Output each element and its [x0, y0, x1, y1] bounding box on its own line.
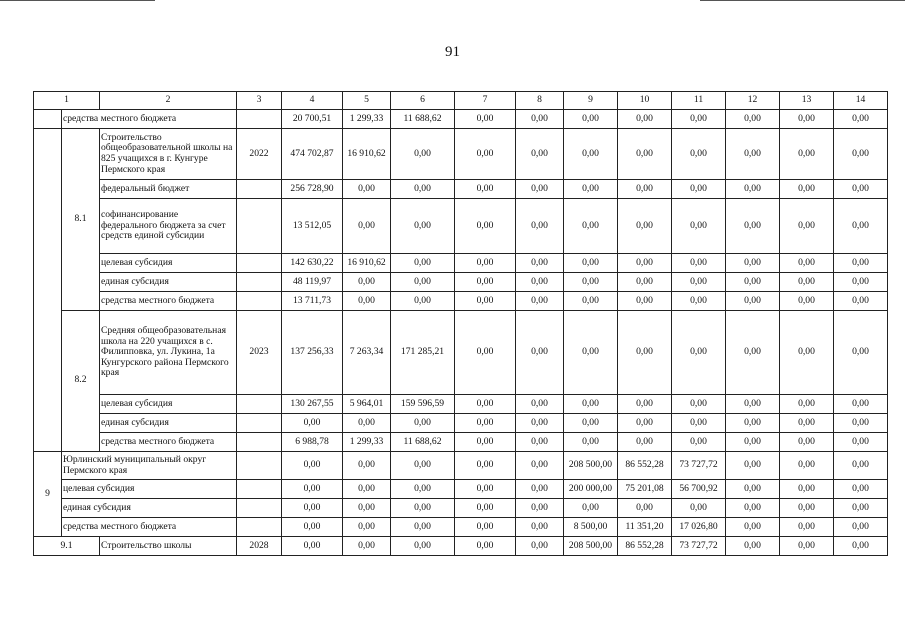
section-left-cell [34, 110, 62, 129]
value-cell: 0,00 [780, 433, 834, 452]
year-cell: 2023 [237, 311, 282, 395]
value-cell: 0,00 [516, 254, 564, 273]
row-name: средства местного бюджета [100, 292, 237, 311]
value-cell: 0,00 [780, 537, 834, 556]
value-cell: 0,00 [391, 180, 455, 199]
year-cell [237, 480, 282, 499]
header-cell: 9 [564, 92, 618, 110]
value-cell: 0,00 [618, 311, 672, 395]
header-cell: 7 [455, 92, 516, 110]
top-edge-line [700, 0, 905, 1]
value-cell: 11 688,62 [391, 433, 455, 452]
header-cell: 3 [237, 92, 282, 110]
value-cell: 0,00 [672, 129, 726, 180]
value-cell: 0,00 [391, 254, 455, 273]
value-cell: 0,00 [618, 414, 672, 433]
year-cell [237, 395, 282, 414]
value-cell: 0,00 [455, 414, 516, 433]
value-cell: 0,00 [618, 273, 672, 292]
row-name: Средняя общеобразовательная школа на 220 учащихся в с. Филипповка, ул. Лукина, 1а Кунгурского района Пермского края [100, 311, 237, 395]
value-cell: 0,00 [672, 499, 726, 518]
value-cell: 0,00 [834, 129, 888, 180]
header-cell: 11 [672, 92, 726, 110]
year-cell [237, 199, 282, 254]
row-name: Строительство общеобразовательной школы на 825 учащихся в г. Кунгуре Пермского края [100, 129, 237, 180]
year-cell [237, 110, 282, 129]
value-cell: 0,00 [618, 129, 672, 180]
value-cell: 0,00 [834, 452, 888, 480]
value-cell: 0,00 [564, 292, 618, 311]
value-cell: 0,00 [618, 292, 672, 311]
value-cell: 0,00 [672, 433, 726, 452]
value-cell: 0,00 [780, 180, 834, 199]
value-cell: 0,00 [834, 395, 888, 414]
year-cell [237, 433, 282, 452]
value-cell: 0,00 [618, 180, 672, 199]
value-cell: 0,00 [455, 395, 516, 414]
value-cell: 0,00 [618, 395, 672, 414]
table-row [34, 518, 888, 537]
value-cell: 0,00 [391, 499, 455, 518]
value-cell: 208 500,00 [564, 537, 618, 556]
value-cell: 16 910,62 [343, 129, 391, 180]
value-cell: 0,00 [343, 414, 391, 433]
header-cell: 4 [282, 92, 343, 110]
value-cell: 1 299,33 [343, 433, 391, 452]
value-cell: 0,00 [672, 180, 726, 199]
table-row [34, 452, 888, 480]
year-cell [237, 292, 282, 311]
table-row [34, 480, 888, 499]
value-cell: 0,00 [455, 537, 516, 556]
value-cell: 0,00 [343, 518, 391, 537]
year-cell [237, 273, 282, 292]
top-edge-line [0, 0, 155, 1]
value-cell: 0,00 [282, 480, 343, 499]
table-row [34, 180, 888, 199]
value-cell: 6 988,78 [282, 433, 343, 452]
value-cell: 130 267,55 [282, 395, 343, 414]
value-cell: 8 500,00 [564, 518, 618, 537]
value-cell: 0,00 [672, 292, 726, 311]
value-cell: 0,00 [726, 273, 780, 292]
value-cell: 0,00 [391, 129, 455, 180]
value-cell: 0,00 [282, 537, 343, 556]
value-cell: 75 201,08 [618, 480, 672, 499]
value-cell: 137 256,33 [282, 311, 343, 395]
table-row [34, 254, 888, 273]
value-cell: 0,00 [564, 433, 618, 452]
year-cell [237, 180, 282, 199]
value-cell: 73 727,72 [672, 452, 726, 480]
value-cell: 0,00 [343, 199, 391, 254]
row-name: целевая субсидия [100, 395, 237, 414]
value-cell: 0,00 [780, 292, 834, 311]
table-row [34, 537, 888, 556]
value-cell: 0,00 [343, 452, 391, 480]
table-row [34, 433, 888, 452]
table-row [34, 199, 888, 254]
value-cell: 0,00 [618, 199, 672, 254]
value-cell: 7 263,34 [343, 311, 391, 395]
value-cell: 0,00 [834, 110, 888, 129]
value-cell: 0,00 [726, 452, 780, 480]
year-cell: 2022 [237, 129, 282, 180]
page-number: 91 [445, 44, 460, 60]
value-cell: 0,00 [726, 433, 780, 452]
value-cell: 0,00 [516, 180, 564, 199]
value-cell: 0,00 [780, 199, 834, 254]
value-cell: 0,00 [726, 518, 780, 537]
value-cell: 11 351,20 [618, 518, 672, 537]
value-cell: 0,00 [455, 433, 516, 452]
value-cell: 0,00 [672, 254, 726, 273]
table-row [34, 292, 888, 311]
value-cell: 0,00 [455, 199, 516, 254]
table-row [34, 273, 888, 292]
value-cell: 200 000,00 [564, 480, 618, 499]
table-body [34, 110, 888, 556]
table-row [34, 311, 888, 395]
value-cell: 0,00 [516, 395, 564, 414]
value-cell: 0,00 [564, 199, 618, 254]
value-cell: 86 552,28 [618, 537, 672, 556]
header-cell: 6 [391, 92, 455, 110]
value-cell: 0,00 [455, 180, 516, 199]
year-cell [237, 518, 282, 537]
value-cell: 0,00 [455, 499, 516, 518]
value-cell: 256 728,90 [282, 180, 343, 199]
value-cell: 0,00 [834, 311, 888, 395]
value-cell: 17 026,80 [672, 518, 726, 537]
table-row [34, 110, 888, 129]
value-cell: 73 727,72 [672, 537, 726, 556]
value-cell: 0,00 [780, 110, 834, 129]
value-cell: 0,00 [618, 110, 672, 129]
value-cell: 0,00 [726, 480, 780, 499]
value-cell: 0,00 [564, 499, 618, 518]
value-cell: 0,00 [391, 414, 455, 433]
value-cell: 0,00 [516, 199, 564, 254]
value-cell: 0,00 [834, 480, 888, 499]
value-cell: 142 630,22 [282, 254, 343, 273]
value-cell: 171 285,21 [391, 311, 455, 395]
value-cell: 0,00 [672, 414, 726, 433]
value-cell: 0,00 [455, 129, 516, 180]
header-cell: 10 [618, 92, 672, 110]
value-cell: 0,00 [834, 180, 888, 199]
item-number: 8.1 [62, 129, 100, 311]
value-cell: 0,00 [516, 292, 564, 311]
value-cell: 0,00 [516, 518, 564, 537]
value-cell: 0,00 [618, 499, 672, 518]
value-cell: 0,00 [516, 499, 564, 518]
value-cell: 0,00 [726, 292, 780, 311]
value-cell: 0,00 [726, 110, 780, 129]
value-cell: 0,00 [726, 311, 780, 395]
value-cell: 0,00 [391, 199, 455, 254]
item-number: 9.1 [34, 537, 100, 556]
value-cell: 0,00 [516, 129, 564, 180]
value-cell: 0,00 [672, 199, 726, 254]
header-cell: 5 [343, 92, 391, 110]
value-cell: 0,00 [516, 433, 564, 452]
year-cell [237, 499, 282, 518]
header-cell: 2 [100, 92, 237, 110]
row-name: средства местного бюджета [62, 518, 237, 537]
value-cell: 0,00 [455, 254, 516, 273]
row-name: средства местного бюджета [100, 433, 237, 452]
value-cell: 0,00 [564, 395, 618, 414]
value-cell: 0,00 [618, 254, 672, 273]
value-cell: 0,00 [726, 414, 780, 433]
value-cell: 0,00 [726, 180, 780, 199]
value-cell: 1 299,33 [343, 110, 391, 129]
value-cell: 0,00 [282, 499, 343, 518]
year-cell [237, 414, 282, 433]
value-cell: 0,00 [834, 433, 888, 452]
value-cell: 0,00 [726, 537, 780, 556]
value-cell: 86 552,28 [618, 452, 672, 480]
value-cell: 474 702,87 [282, 129, 343, 180]
value-cell: 20 700,51 [282, 110, 343, 129]
value-cell: 0,00 [343, 292, 391, 311]
value-cell: 0,00 [455, 110, 516, 129]
value-cell: 0,00 [343, 180, 391, 199]
row-name: средства местного бюджета [62, 110, 237, 129]
row-name: единая субсидия [100, 414, 237, 433]
value-cell: 48 119,97 [282, 273, 343, 292]
value-cell: 0,00 [672, 311, 726, 395]
row-name: целевая субсидия [62, 480, 237, 499]
value-cell: 0,00 [391, 480, 455, 499]
value-cell: 0,00 [834, 199, 888, 254]
value-cell: 0,00 [391, 537, 455, 556]
value-cell: 0,00 [516, 110, 564, 129]
value-cell: 0,00 [455, 452, 516, 480]
row-name: софинансирование федерального бюджета за счет средств единой субсидии [100, 199, 237, 254]
value-cell: 208 500,00 [564, 452, 618, 480]
header-cell: 14 [834, 92, 888, 110]
header-cell: 8 [516, 92, 564, 110]
value-cell: 0,00 [780, 254, 834, 273]
row-name: федеральный бюджет [100, 180, 237, 199]
value-cell: 0,00 [282, 414, 343, 433]
year-cell [237, 254, 282, 273]
table-row [34, 414, 888, 433]
section-left-cell [34, 129, 62, 452]
row-name: единая субсидия [62, 499, 237, 518]
item-number: 9 [34, 452, 62, 537]
value-cell: 0,00 [672, 110, 726, 129]
value-cell: 0,00 [343, 499, 391, 518]
value-cell: 0,00 [516, 414, 564, 433]
value-cell: 0,00 [516, 480, 564, 499]
value-cell: 0,00 [564, 273, 618, 292]
table-row [34, 129, 888, 180]
value-cell: 0,00 [343, 537, 391, 556]
row-name: целевая субсидия [100, 254, 237, 273]
value-cell: 0,00 [516, 537, 564, 556]
value-cell: 0,00 [564, 110, 618, 129]
value-cell: 0,00 [780, 452, 834, 480]
table-row [34, 395, 888, 414]
value-cell: 56 700,92 [672, 480, 726, 499]
year-cell [237, 452, 282, 480]
value-cell: 0,00 [834, 537, 888, 556]
value-cell: 0,00 [834, 518, 888, 537]
value-cell: 5 964,01 [343, 395, 391, 414]
value-cell: 16 910,62 [343, 254, 391, 273]
value-cell: 0,00 [391, 452, 455, 480]
value-cell: 0,00 [343, 480, 391, 499]
row-name: единая субсидия [100, 273, 237, 292]
value-cell: 0,00 [780, 395, 834, 414]
header-cell: 1 [34, 92, 100, 110]
value-cell: 0,00 [282, 518, 343, 537]
value-cell: 0,00 [780, 499, 834, 518]
year-cell: 2028 [237, 537, 282, 556]
budget-table [33, 91, 888, 556]
value-cell: 0,00 [391, 273, 455, 292]
value-cell: 0,00 [455, 480, 516, 499]
value-cell: 0,00 [516, 311, 564, 395]
value-cell: 0,00 [726, 254, 780, 273]
value-cell: 0,00 [391, 518, 455, 537]
value-cell: 0,00 [834, 414, 888, 433]
value-cell: 0,00 [834, 292, 888, 311]
value-cell: 0,00 [780, 518, 834, 537]
value-cell: 0,00 [564, 254, 618, 273]
value-cell: 159 596,59 [391, 395, 455, 414]
value-cell: 0,00 [834, 499, 888, 518]
value-cell: 0,00 [564, 414, 618, 433]
value-cell: 0,00 [672, 395, 726, 414]
value-cell: 11 688,62 [391, 110, 455, 129]
value-cell: 0,00 [282, 452, 343, 480]
value-cell: 0,00 [726, 499, 780, 518]
value-cell: 0,00 [834, 273, 888, 292]
value-cell: 0,00 [780, 311, 834, 395]
value-cell: 0,00 [618, 433, 672, 452]
value-cell: 0,00 [780, 129, 834, 180]
row-name: Строительство школы [100, 537, 237, 556]
table-row [34, 499, 888, 518]
value-cell: 0,00 [564, 311, 618, 395]
value-cell: 0,00 [564, 129, 618, 180]
value-cell: 0,00 [516, 273, 564, 292]
value-cell: 0,00 [726, 395, 780, 414]
value-cell: 0,00 [455, 518, 516, 537]
value-cell: 13 711,73 [282, 292, 343, 311]
value-cell: 0,00 [672, 273, 726, 292]
value-cell: 0,00 [564, 180, 618, 199]
header-cell: 12 [726, 92, 780, 110]
value-cell: 0,00 [391, 292, 455, 311]
value-cell: 0,00 [726, 199, 780, 254]
header-cell: 13 [780, 92, 834, 110]
value-cell: 13 512,05 [282, 199, 343, 254]
value-cell: 0,00 [455, 273, 516, 292]
value-cell: 0,00 [516, 452, 564, 480]
value-cell: 0,00 [780, 480, 834, 499]
value-cell: 0,00 [455, 292, 516, 311]
value-cell: 0,00 [726, 129, 780, 180]
value-cell: 0,00 [343, 273, 391, 292]
row-name: Юрлинский муниципальный округ Пермского края [62, 452, 237, 480]
value-cell: 0,00 [834, 254, 888, 273]
item-number: 8.2 [62, 311, 100, 452]
value-cell: 0,00 [780, 414, 834, 433]
header-row [34, 92, 888, 110]
value-cell: 0,00 [455, 311, 516, 395]
value-cell: 0,00 [780, 273, 834, 292]
